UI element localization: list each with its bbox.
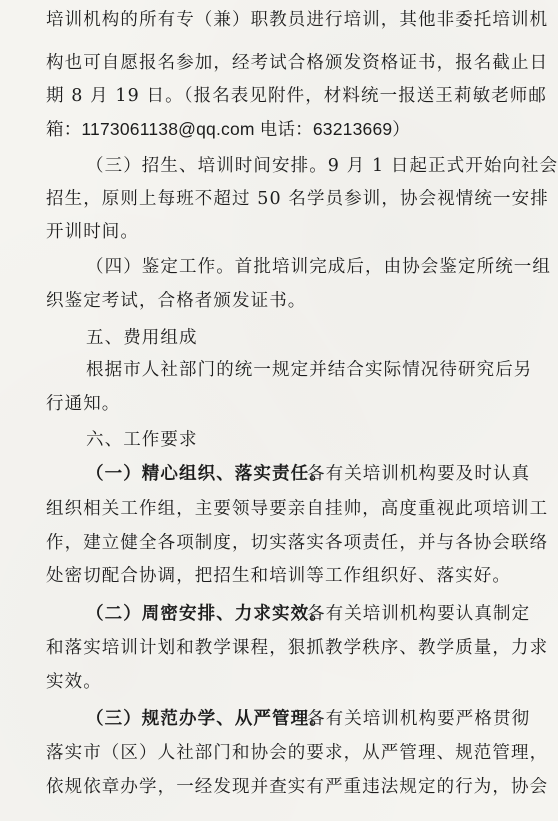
section-heading: 五、费用组成 — [86, 328, 198, 348]
text-line: 各有关培训机构要认真制定 — [307, 604, 531, 624]
section-heading: 六、工作要求 — [86, 430, 198, 450]
text-line: 处密切配合协调，把招生和培训等工作组织好、落实好。 — [46, 566, 511, 586]
text-line: 和落实培训计划和教学课程，狠抓教学秩序、教学质量，力求 — [46, 638, 549, 658]
text-line: 组织相关工作组，主要领导要亲自挂帅，高度重视此项培训工 — [46, 499, 549, 519]
text-line: 实效。 — [46, 672, 102, 692]
subsection-heading: （一）精心组织、落实责任。 — [86, 464, 328, 484]
subsection-heading: （二）周密安排、力求实效。 — [86, 604, 328, 624]
subsection-heading: （三）规范办学、从严管理。 — [86, 709, 328, 729]
text-line: 行通知。 — [46, 394, 121, 414]
text-line: （三）招生、培训时间安排。9 月 1 日起正式开始向社会 — [86, 156, 558, 176]
text-line: 开训时间。 — [46, 222, 139, 242]
text-line: 招生，原则上每班不超过 50 名学员参训，协会视情统一安排 — [46, 189, 549, 209]
text-line: 织鉴定考试，合格者颁发证书。 — [46, 291, 307, 311]
text-line: 依规依章办学，一经发现并查实有严重违法规定的行为，协会 — [46, 777, 549, 797]
text-line: 各有关培训机构要严格贯彻 — [307, 709, 531, 729]
text-line: 各有关培训机构要及时认真 — [307, 464, 531, 484]
text-line: 期 8 月 19 日。（报名表见附件，材料统一报送王莉敏老师邮 — [46, 86, 548, 106]
text-line: （四）鉴定工作。首批培训完成后，由协会鉴定所统一组 — [86, 257, 551, 277]
text-line: 落实市（区）人社部门和协会的要求，从严管理、规范管理， — [46, 743, 549, 763]
text-line: 作，建立健全各项制度，切实落实各项责任，并与各协会联络 — [46, 533, 549, 553]
text-line: 培训机构的所有专（兼）职教员进行培训，其他非委托培训机 — [46, 10, 549, 30]
text-line: 根据市人社部门的统一规定并结合实际情况待研究后另 — [86, 360, 533, 380]
text-line: 箱：1173061138@qq.com 电话：63213669） — [46, 119, 411, 139]
text-line: 构也可自愿报名参加，经考试合格颁发资格证书，报名截止日 — [46, 53, 549, 73]
